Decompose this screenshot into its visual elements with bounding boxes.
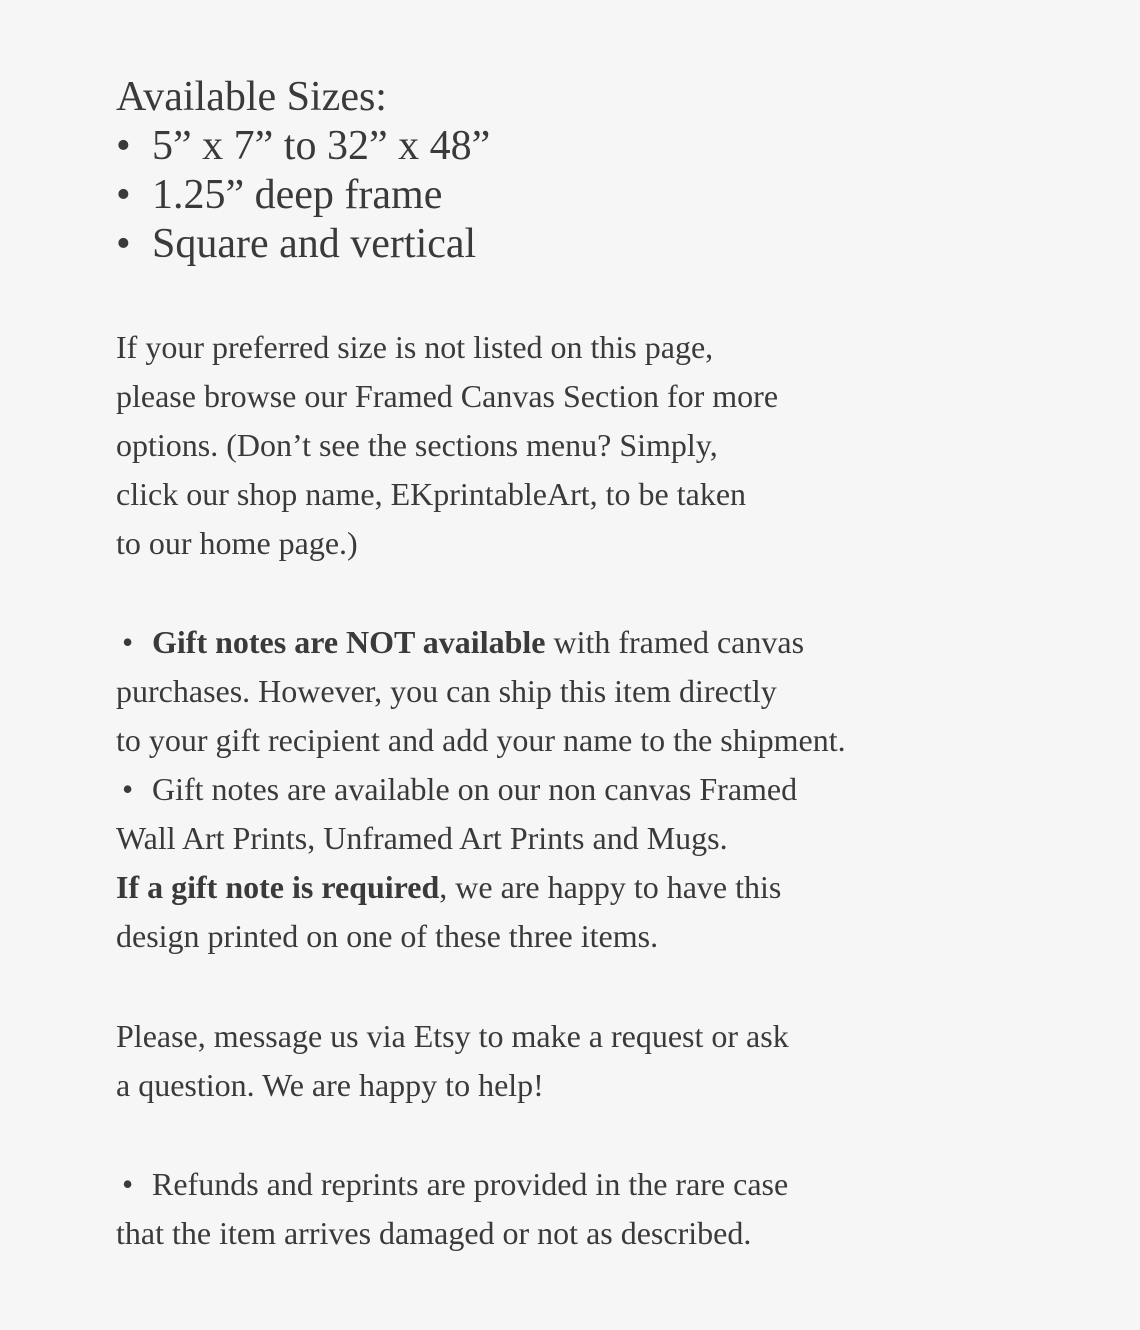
- paragraph-line: [116, 863, 846, 912]
- paragraph-line: Wall Art Prints, Unframed Art Prints and Mugs.: [116, 820, 728, 856]
- gift-notes-unavailable-bold: Gift notes are NOT available: [152, 624, 546, 660]
- paragraph-line: please browse our Framed Canvas Section for more: [116, 378, 779, 414]
- paragraph-line: [116, 765, 846, 814]
- paragraph-text: , we are happy to have this: [439, 869, 782, 905]
- contact-paragraph: [116, 1012, 789, 1110]
- paragraph-line: a question. We are happy to help!: [116, 1067, 544, 1103]
- gift-notes-paragraph: [116, 618, 846, 961]
- orientation-text: Square and vertical: [152, 221, 477, 267]
- available-sizes-title: Available Sizes:: [116, 74, 387, 120]
- bullet-icon: •: [122, 771, 134, 807]
- bullet-icon: •: [122, 624, 134, 660]
- paragraph-line: options. (Don’t see the sections menu? Simply,: [116, 427, 718, 463]
- frame-depth-text: 1.25” deep frame: [152, 172, 443, 218]
- paragraph-line: that the item arrives damaged or not as described.: [116, 1215, 752, 1251]
- paragraph-line: Please, message us via Etsy to make a request or ask: [116, 1018, 789, 1054]
- paragraph-line: [116, 618, 846, 667]
- bullet-icon: •: [116, 123, 131, 169]
- refunds-paragraph: [116, 1160, 788, 1258]
- paragraph-line: to our home page.): [116, 525, 358, 561]
- size-list-item: [116, 171, 490, 220]
- paragraph-line: to your gift recipient and add your name to the shipment.: [116, 722, 846, 758]
- paragraph-line: click our shop name, EKprintableArt, to be taken: [116, 476, 747, 512]
- paragraph-line: [116, 1160, 788, 1209]
- size-list-item: [116, 220, 490, 269]
- bullet-icon: •: [122, 1166, 134, 1202]
- paragraph-text: Gift notes are available on our non canvas Framed: [152, 771, 798, 807]
- paragraph-line: purchases. However, you can ship this item directly: [116, 673, 777, 709]
- preferred-size-paragraph: [116, 323, 778, 568]
- available-sizes-section: [116, 73, 490, 269]
- paragraph-text: Refunds and reprints are provided in the rare case: [152, 1166, 789, 1202]
- gift-note-required-bold: If a gift note is required: [116, 869, 440, 905]
- paragraph-line: If your preferred size is not listed on this page,: [116, 329, 714, 365]
- paragraph-line: design printed on one of these three items.: [116, 918, 659, 954]
- paragraph-text: with framed canvas: [545, 624, 805, 660]
- size-list-item: [116, 122, 490, 171]
- bullet-icon: •: [116, 172, 131, 218]
- size-range-text: 5” x 7” to 32” x 48”: [152, 123, 491, 169]
- bullet-icon: •: [116, 221, 131, 267]
